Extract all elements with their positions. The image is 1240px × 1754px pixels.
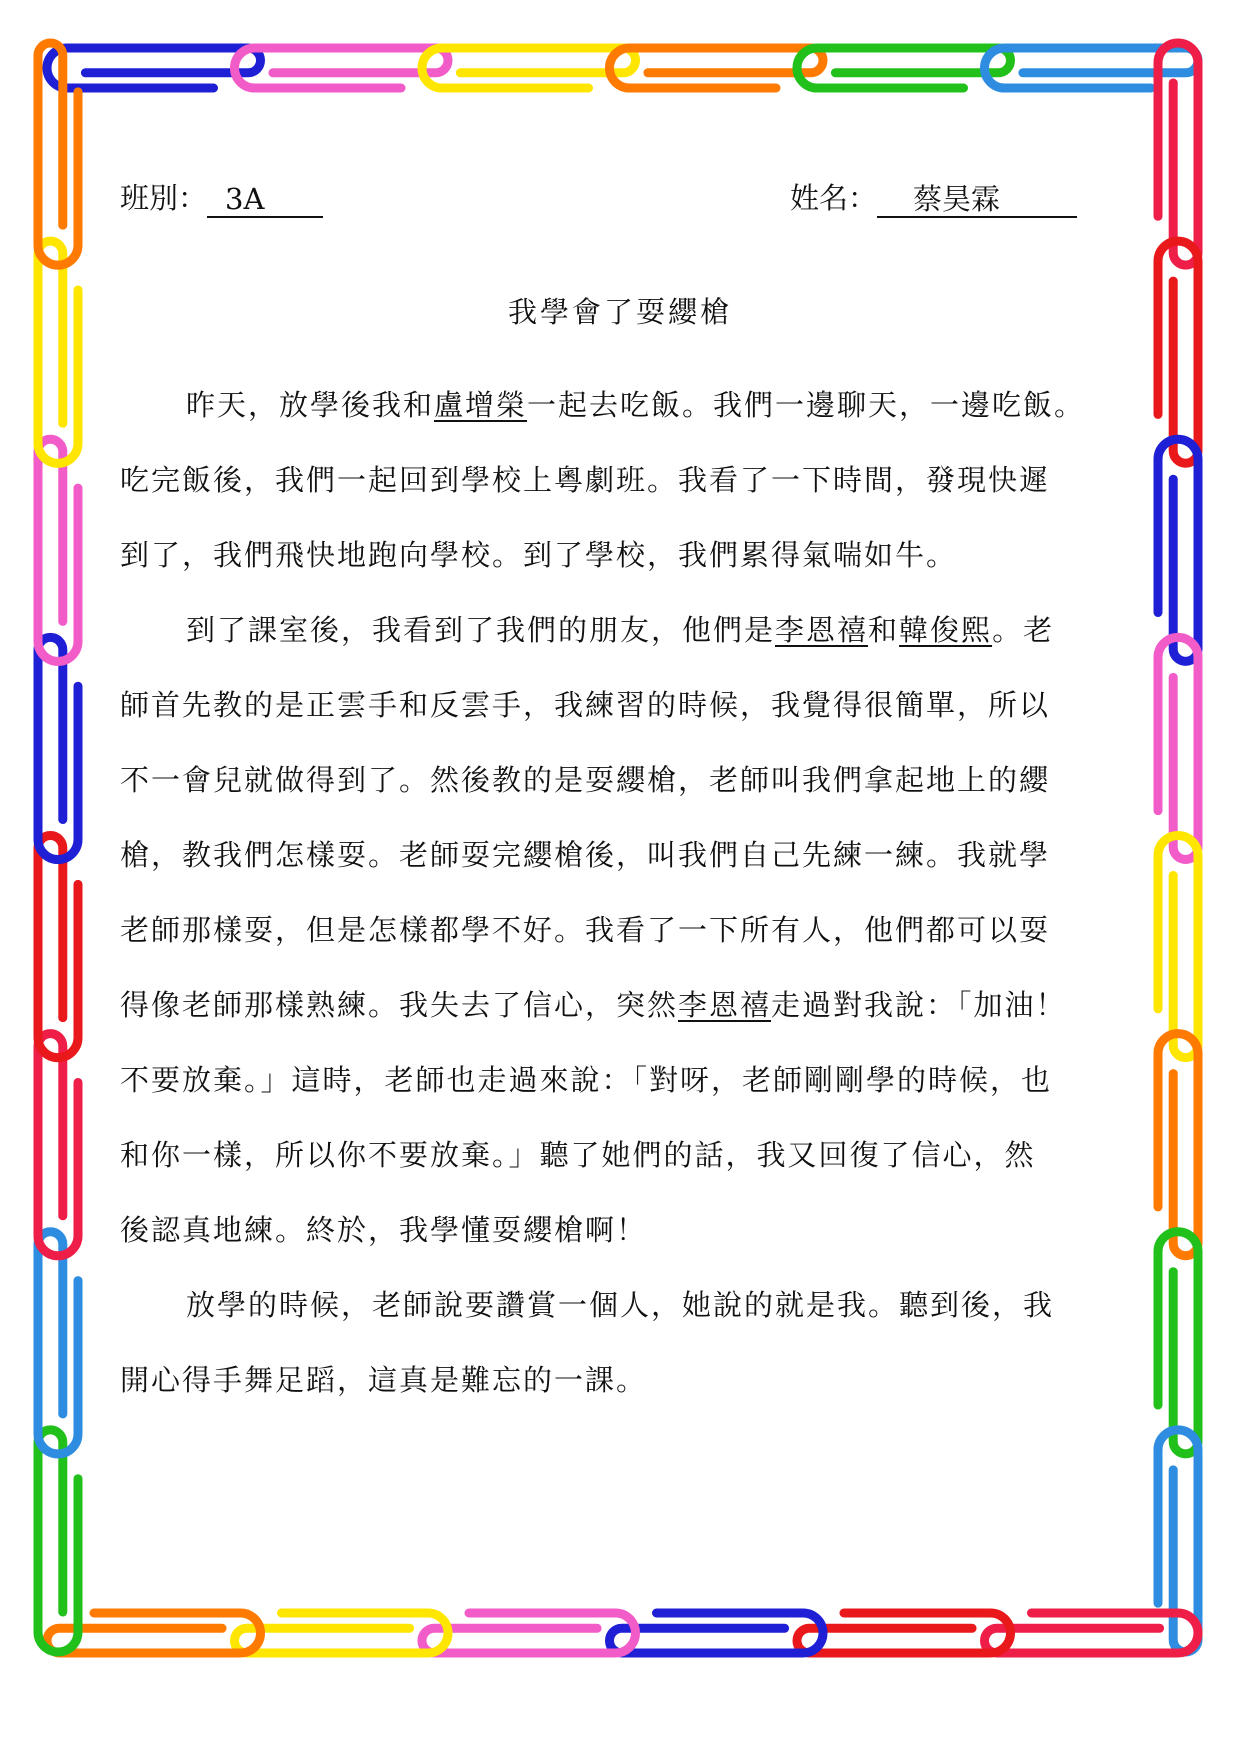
paperclip: [235, 1613, 449, 1653]
person-name-underlined: 李恩禧: [678, 988, 772, 1022]
paperclip: [235, 48, 449, 88]
paragraph-3: [120, 1268, 1130, 1418]
paperclip: [38, 1232, 78, 1454]
paperclip: [1158, 637, 1198, 859]
name-value: 蔡昊霖: [877, 182, 1077, 218]
essay-line: 到了課室後，我看到了我們的朋友，他們是李恩禧和韓俊熙。老: [186, 613, 1055, 647]
class-label: 班別：: [120, 181, 208, 215]
paperclip: [422, 1613, 636, 1653]
paperclip: [422, 48, 636, 88]
essay-line: 到了，我們飛快地跑向學校。到了學校，我們累得氣喘如牛。: [120, 538, 958, 572]
essay-line: 放學的時候，老師說要讚賞一個人，她說的就是我。聽到後，我: [186, 1288, 1055, 1322]
essay-body: [120, 368, 1130, 1418]
person-name-underlined: 李恩禧: [775, 613, 869, 647]
essay-line: 槍，教我們怎樣耍。老師耍完纓槍後，叫我們自己先練一練。我就學: [120, 838, 1051, 872]
essay-line: 昨天，放學後我和盧增榮一起去吃飯。我們一邊聊天，一邊吃飯。: [186, 388, 1086, 422]
class-field: [120, 178, 323, 218]
paperclip: [38, 241, 78, 463]
essay-line: 開心得手舞足蹈，這真是難忘的一課。: [120, 1363, 648, 1397]
paperclip: [1158, 836, 1198, 1058]
paperclip: [47, 48, 261, 88]
person-name-underlined: 韓俊熙: [899, 613, 993, 647]
paperclip: [38, 637, 78, 859]
name-label: 姓名：: [790, 181, 878, 215]
paperclip: [985, 1613, 1199, 1653]
essay-line: 得像老師那樣熟練。我失去了信心，突然李恩禧走過對我說：「加油！: [120, 988, 1067, 1022]
essay-title: 我學會了耍纓槍: [507, 295, 732, 329]
essay-line: 吃完飯後，我們一起回到學校上粵劇班。我看了一下時間，發現快遲: [120, 463, 1051, 497]
person-name-underlined: 盧增榮: [434, 388, 528, 422]
paperclip: [38, 1430, 78, 1652]
paperclip: [985, 48, 1199, 88]
essay-line: 師首先教的是正雲手和反雲手，我練習的時候，我覺得很簡單，所以: [120, 688, 1051, 722]
paperclip: [797, 48, 1011, 88]
paperclip: [38, 1034, 78, 1256]
essay-line: 後認真地練。終於，我學懂耍纓槍啊！: [120, 1213, 648, 1247]
paperclip: [1158, 439, 1198, 661]
paperclip: [1158, 1034, 1198, 1256]
essay-line: 和你一樣，所以你不要放棄。」聽了她們的話，我又回復了信心，然: [120, 1138, 1036, 1172]
paragraph-1: [120, 368, 1130, 593]
paperclip: [1158, 241, 1198, 463]
paperclip: [797, 1613, 1011, 1653]
paperclip: [38, 439, 78, 661]
essay-line: 不一會兒就做得到了。然後教的是耍纓槍，老師叫我們拿起地上的纓: [120, 763, 1051, 797]
class-value: 3A: [207, 182, 323, 218]
essay-line: 老師那樣耍，但是怎樣都學不好。我看了一下所有人，他們都可以耍: [120, 913, 1051, 947]
name-field: [790, 178, 1077, 218]
paragraph-2: [120, 593, 1130, 1268]
paperclip: [1158, 1232, 1198, 1454]
paperclip: [610, 48, 824, 88]
paperclip: [610, 1613, 824, 1653]
paperclip: [38, 836, 78, 1058]
essay-line: 不要放棄。」這時，老師也走過來說：「對呀，老師剛剛學的時候，也: [120, 1063, 1053, 1097]
